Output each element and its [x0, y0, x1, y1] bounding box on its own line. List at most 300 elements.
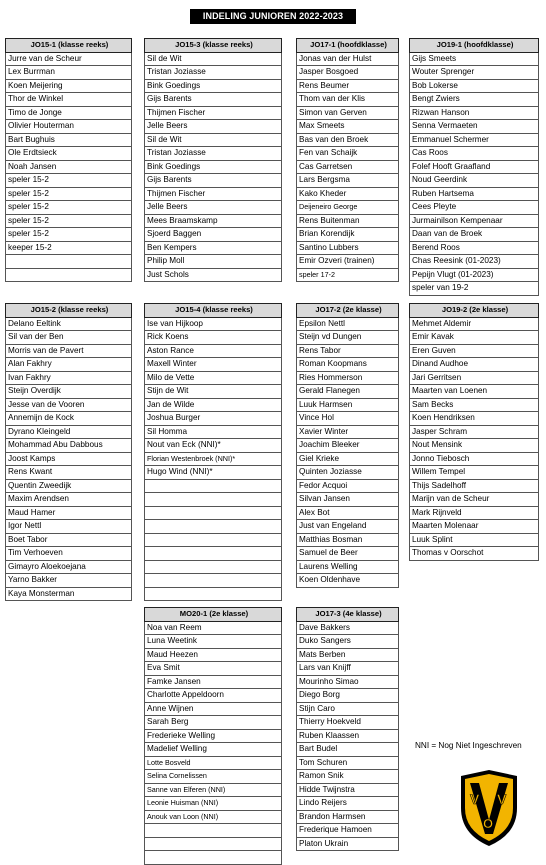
- player-name: Koen Hendriksen: [410, 412, 539, 426]
- table-row: [297, 439, 399, 453]
- table-row: [145, 79, 282, 93]
- player-name: [145, 587, 282, 601]
- table-row: [145, 689, 282, 703]
- table-row: [6, 52, 132, 66]
- player-name: [145, 824, 282, 838]
- player-name: Ries Hommerson: [297, 371, 399, 385]
- player-name: Silvan Jansen: [297, 493, 399, 507]
- table-row: [145, 358, 282, 372]
- table-row: [6, 93, 132, 107]
- player-name: Ise van Hijkoop: [145, 317, 282, 331]
- player-name: Fedor Acquoi: [297, 479, 399, 493]
- table-row: [297, 201, 399, 215]
- player-name: Marijn van de Scheur: [410, 493, 539, 507]
- player-name: Sil van der Ben: [6, 331, 132, 345]
- player-name: Gijs Barents: [145, 93, 282, 107]
- player-name: speler 15-2: [6, 174, 132, 188]
- player-name: Maud Heezen: [145, 648, 282, 662]
- player-name: Diego Borg: [297, 689, 399, 703]
- table-row: [6, 587, 132, 601]
- player-name: Mourinho Simao: [297, 675, 399, 689]
- player-name: Vince Hol: [297, 412, 399, 426]
- player-name: Aston Rance: [145, 344, 282, 358]
- table-row: [297, 493, 399, 507]
- player-name: Tom Schuren: [297, 756, 399, 770]
- player-name: Emir Ozveri (trainen): [297, 255, 399, 269]
- table-row: [145, 201, 282, 215]
- player-name: Tim Verhoeven: [6, 547, 132, 561]
- table-row: [145, 344, 282, 358]
- player-name: Thomas v Oorschot: [410, 547, 539, 561]
- table-row: [145, 756, 282, 770]
- player-name: Gimayro Aloekoejana: [6, 560, 132, 574]
- player-name: Simon van Gerven: [297, 106, 399, 120]
- table-row: [145, 574, 282, 588]
- table-row: [6, 466, 132, 480]
- table-row: [6, 358, 132, 372]
- player-name: Thom van der Klis: [297, 93, 399, 107]
- player-name: Koen Oldenhave: [297, 574, 399, 588]
- table-row: [297, 783, 399, 797]
- player-name: Rens Buitenman: [297, 214, 399, 228]
- player-name: Yarno Bakker: [6, 574, 132, 588]
- table-row: [410, 174, 539, 188]
- table-row: [297, 702, 399, 716]
- player-name: Jari Gerritsen: [410, 371, 539, 385]
- player-name: Delano Eeltink: [6, 317, 132, 331]
- table-row: [145, 187, 282, 201]
- table-row: [297, 412, 399, 426]
- player-name: Stijn Caro: [297, 702, 399, 716]
- player-name: Bart Budel: [297, 743, 399, 757]
- team-header: JO15-1 (klasse reeks): [6, 39, 132, 53]
- player-name: Rens Beumer: [297, 79, 399, 93]
- table-row: [145, 506, 282, 520]
- table-row: [145, 810, 282, 824]
- team-table-jo15-4: [144, 303, 282, 601]
- table-row: [297, 770, 399, 784]
- table-row: [410, 506, 539, 520]
- player-name: [145, 547, 282, 561]
- table-row: [297, 344, 399, 358]
- roster-table: [5, 38, 132, 282]
- table-row: [145, 520, 282, 534]
- table-row: [297, 533, 399, 547]
- table-row: [297, 66, 399, 80]
- player-name: Epsilon Nettl: [297, 317, 399, 331]
- player-name: Jelle Beers: [145, 201, 282, 215]
- player-name: [145, 533, 282, 547]
- player-name: speler 15-2: [6, 214, 132, 228]
- player-name: [145, 560, 282, 574]
- player-name: Joshua Burger: [145, 412, 282, 426]
- player-name: Olivier Houterman: [6, 120, 132, 134]
- player-name: Frederique Hamoen: [297, 824, 399, 838]
- player-name: Gijs Smeets: [410, 52, 539, 66]
- team-header: JO19-2 (2e klasse): [410, 304, 539, 318]
- table-row: [6, 214, 132, 228]
- team-header: JO15-3 (klasse reeks): [145, 39, 282, 53]
- table-row: [410, 133, 539, 147]
- player-name: Lars Bergsma: [297, 174, 399, 188]
- player-name: Alex Bot: [297, 506, 399, 520]
- player-name: Bink Goedings: [145, 160, 282, 174]
- table-row: [410, 479, 539, 493]
- roster-table: [144, 303, 282, 601]
- player-name: Anne Wijnen: [145, 702, 282, 716]
- table-row: [6, 201, 132, 215]
- player-name: Samuel de Beer: [297, 547, 399, 561]
- table-row: [145, 783, 282, 797]
- table-row: [297, 358, 399, 372]
- table-row: [297, 106, 399, 120]
- player-name: Ruben Klaassen: [297, 729, 399, 743]
- player-name: Tristan Joziasse: [145, 147, 282, 161]
- table-row: [6, 398, 132, 412]
- player-name: Matthias Bosman: [297, 533, 399, 547]
- player-name: Emir Kavak: [410, 331, 539, 345]
- player-name: speler van 19-2: [410, 282, 539, 296]
- table-row: [297, 268, 399, 282]
- player-name: Bink Goedings: [145, 79, 282, 93]
- table-row: [297, 52, 399, 66]
- table-row: [145, 371, 282, 385]
- table-row: [145, 93, 282, 107]
- team-header: JO17-1 (hoofdklasse): [297, 39, 399, 53]
- player-name: Eva Smit: [145, 662, 282, 676]
- table-row: [410, 493, 539, 507]
- table-row: [410, 533, 539, 547]
- roster-table: [296, 38, 399, 282]
- table-row: [297, 120, 399, 134]
- player-name: Brandon Harmsen: [297, 810, 399, 824]
- player-name: Jurre van de Scheur: [6, 52, 132, 66]
- table-row: [410, 547, 539, 561]
- table-row: [145, 729, 282, 743]
- table-row: [297, 371, 399, 385]
- table-row: [145, 331, 282, 345]
- table-row: [145, 675, 282, 689]
- player-name: Hidde Twijnstra: [297, 783, 399, 797]
- player-name: Mark Rijnveld: [410, 506, 539, 520]
- table-row: [6, 547, 132, 561]
- player-name: Lars van Knijff: [297, 662, 399, 676]
- table-row: [410, 241, 539, 255]
- player-name: Jonno Tiebosch: [410, 452, 539, 466]
- player-name: Cas Roos: [410, 147, 539, 161]
- player-name: Thierry Hoekveld: [297, 716, 399, 730]
- player-name: Cees Pleyte: [410, 201, 539, 215]
- table-row: [410, 79, 539, 93]
- team-header: JO15-4 (klasse reeks): [145, 304, 282, 318]
- table-row: [145, 533, 282, 547]
- table-row: [297, 331, 399, 345]
- table-row: [297, 228, 399, 242]
- player-name: Timo de Jonge: [6, 106, 132, 120]
- roster-table: [144, 607, 282, 865]
- table-row: [410, 398, 539, 412]
- table-row: [410, 371, 539, 385]
- roster-table: [409, 38, 539, 296]
- table-row: [145, 66, 282, 80]
- player-name: Steijn Overdijk: [6, 385, 132, 399]
- table-row: [410, 439, 539, 453]
- table-row: [410, 187, 539, 201]
- table-row: [145, 160, 282, 174]
- player-name: Florian Westenbroek (NNI)*: [145, 452, 282, 466]
- table-row: [297, 214, 399, 228]
- table-row: [6, 385, 132, 399]
- player-name: Rens Kwant: [6, 466, 132, 480]
- table-row: [297, 662, 399, 676]
- player-name: Kako Kheder: [297, 187, 399, 201]
- table-row: [145, 702, 282, 716]
- player-name: Maud Hamer: [6, 506, 132, 520]
- player-name: Noa van Reem: [145, 621, 282, 635]
- table-row: [145, 268, 282, 282]
- table-row: [145, 621, 282, 635]
- table-row: [145, 770, 282, 784]
- team-header: JO15-2 (klasse reeks): [6, 304, 132, 318]
- table-row: [297, 506, 399, 520]
- table-row: [410, 268, 539, 282]
- player-name: Thijs Sadelhoff: [410, 479, 539, 493]
- player-name: Dyrano Kleingeld: [6, 425, 132, 439]
- roster-table: [296, 607, 399, 851]
- table-row: [145, 479, 282, 493]
- table-row: [410, 282, 539, 296]
- player-name: Koen Meijering: [6, 79, 132, 93]
- table-row: [410, 214, 539, 228]
- player-name: Hugo Wind (NNI)*: [145, 466, 282, 480]
- player-name: Luuk Harmsen: [297, 398, 399, 412]
- table-row: [145, 547, 282, 561]
- player-name: Jonas van der Hulst: [297, 52, 399, 66]
- player-name: Igor Nettl: [6, 520, 132, 534]
- table-row: [6, 412, 132, 426]
- table-row: [145, 255, 282, 269]
- table-row: [410, 344, 539, 358]
- team-table-jo15-2: [5, 303, 132, 601]
- player-name: Jasper Bosgoed: [297, 66, 399, 80]
- player-name: Annemijn de Kock: [6, 412, 132, 426]
- table-row: [297, 837, 399, 851]
- table-row: [145, 385, 282, 399]
- table-row: [297, 398, 399, 412]
- table-row: [297, 560, 399, 574]
- table-row: [145, 317, 282, 331]
- player-name: Folef Hooft Graafland: [410, 160, 539, 174]
- table-row: [6, 241, 132, 255]
- table-row: [6, 317, 132, 331]
- table-row: [145, 120, 282, 134]
- table-row: [297, 160, 399, 174]
- player-name: Wouter Sprenger: [410, 66, 539, 80]
- player-name: Brian Korendijk: [297, 228, 399, 242]
- table-row: [145, 133, 282, 147]
- player-name: Sil de Wit: [145, 52, 282, 66]
- player-name: Daan van de Broek: [410, 228, 539, 242]
- table-row: [145, 439, 282, 453]
- table-row: [297, 635, 399, 649]
- player-name: [145, 851, 282, 865]
- player-name: Lindo Reijers: [297, 797, 399, 811]
- team-table-jo17-3: [296, 607, 399, 851]
- table-row: [410, 331, 539, 345]
- table-row: [410, 201, 539, 215]
- table-row: [6, 66, 132, 80]
- table-row: [297, 797, 399, 811]
- player-name: speler 15-2: [6, 228, 132, 242]
- player-name: Just Schols: [145, 268, 282, 282]
- table-row: [6, 533, 132, 547]
- table-row: [6, 106, 132, 120]
- table-row: [145, 662, 282, 676]
- svg-text:V: V: [470, 791, 480, 807]
- player-name: Rick Koens: [145, 331, 282, 345]
- table-row: [410, 255, 539, 269]
- player-name: Thor de Winkel: [6, 93, 132, 107]
- player-name: Madelief Welling: [145, 743, 282, 757]
- table-row: [297, 241, 399, 255]
- player-name: Luna Weetink: [145, 635, 282, 649]
- table-row: [410, 93, 539, 107]
- player-name: Jasper Schram: [410, 425, 539, 439]
- player-name: Nout van Eck (NNI)*: [145, 439, 282, 453]
- table-row: [145, 743, 282, 757]
- table-row: [145, 425, 282, 439]
- player-name: Sil de Wit: [145, 133, 282, 147]
- table-row: [297, 621, 399, 635]
- player-name: Mehmet Aldemir: [410, 317, 539, 331]
- player-name: Max Smeets: [297, 120, 399, 134]
- table-row: [410, 228, 539, 242]
- nni-legend-note: NNI = Nog Niet Ingeschreven: [415, 741, 522, 750]
- player-name: Roman Koopmans: [297, 358, 399, 372]
- player-name: Joost Kamps: [6, 452, 132, 466]
- player-name: Luuk Splint: [410, 533, 539, 547]
- table-row: [410, 160, 539, 174]
- player-name: [145, 837, 282, 851]
- table-row: [6, 344, 132, 358]
- player-name: [6, 255, 132, 269]
- player-name: Kaya Monsterman: [6, 587, 132, 601]
- table-row: [145, 716, 282, 730]
- table-row: [145, 452, 282, 466]
- table-row: [145, 398, 282, 412]
- table-row: [410, 147, 539, 161]
- player-name: speler 15-2: [6, 201, 132, 215]
- table-row: [6, 574, 132, 588]
- table-row: [6, 452, 132, 466]
- player-name: Joachim Bleeker: [297, 439, 399, 453]
- player-name: Rens Tabor: [297, 344, 399, 358]
- table-row: [410, 466, 539, 480]
- player-name: Thijmen Fischer: [145, 106, 282, 120]
- player-name: Maxell Winter: [145, 358, 282, 372]
- player-name: Sil Homma: [145, 425, 282, 439]
- player-name: Sam Becks: [410, 398, 539, 412]
- player-name: Charlotte Appeldoorn: [145, 689, 282, 703]
- team-table-jo17-2: [296, 303, 399, 588]
- table-row: [297, 255, 399, 269]
- team-header: MO20-1 (2e klasse): [145, 608, 282, 622]
- table-row: [6, 255, 132, 269]
- team-table-jo15-3: [144, 38, 282, 282]
- table-row: [6, 120, 132, 134]
- player-name: Anouk van Loon (NNI): [145, 810, 282, 824]
- table-row: [145, 837, 282, 851]
- player-name: Noah Jansen: [6, 160, 132, 174]
- player-name: Bengt Zwiers: [410, 93, 539, 107]
- player-name: Jan de Wilde: [145, 398, 282, 412]
- player-name: [145, 506, 282, 520]
- team-table-jo15-1: [5, 38, 132, 282]
- player-name: Famke Jansen: [145, 675, 282, 689]
- table-row: [145, 560, 282, 574]
- player-name: Berend Roos: [410, 241, 539, 255]
- player-name: Leonie Huisman (NNI): [145, 797, 282, 811]
- table-row: [297, 147, 399, 161]
- table-row: [6, 506, 132, 520]
- player-name: Duko Sangers: [297, 635, 399, 649]
- player-name: Rizwan Hanson: [410, 106, 539, 120]
- player-name: Jesse van de Vooren: [6, 398, 132, 412]
- table-row: [145, 635, 282, 649]
- table-row: [145, 412, 282, 426]
- table-row: [145, 147, 282, 161]
- player-name: Frederieke Welling: [145, 729, 282, 743]
- table-row: [297, 317, 399, 331]
- table-row: [297, 716, 399, 730]
- player-name: Ivan Fakhry: [6, 371, 132, 385]
- player-name: Just van Engeland: [297, 520, 399, 534]
- table-row: [297, 574, 399, 588]
- player-name: Lotte Bosveld: [145, 756, 282, 770]
- table-row: [297, 187, 399, 201]
- player-name: [6, 268, 132, 282]
- table-row: [297, 385, 399, 399]
- player-name: Mats Berben: [297, 648, 399, 662]
- table-row: [410, 425, 539, 439]
- table-row: [145, 587, 282, 601]
- table-row: [6, 560, 132, 574]
- player-name: Philip Moll: [145, 255, 282, 269]
- table-row: [410, 120, 539, 134]
- table-row: [145, 797, 282, 811]
- table-row: [6, 425, 132, 439]
- player-name: Ruben Hartsema: [410, 187, 539, 201]
- roster-table: [5, 303, 132, 601]
- team-header: JO17-3 (4e klasse): [297, 608, 399, 622]
- table-row: [410, 106, 539, 120]
- table-row: [6, 174, 132, 188]
- player-name: Jurmainilson Kempenaar: [410, 214, 539, 228]
- player-name: Cas Garretsen: [297, 160, 399, 174]
- player-name: Gijs Barents: [145, 174, 282, 188]
- player-name: Morris van de Pavert: [6, 344, 132, 358]
- team-header: JO17-2 (2e klasse): [297, 304, 399, 318]
- table-row: [145, 174, 282, 188]
- table-row: [6, 371, 132, 385]
- player-name: [145, 493, 282, 507]
- player-name: Chas Reesink (01-2023): [410, 255, 539, 269]
- table-row: [145, 52, 282, 66]
- club-logo: [457, 768, 521, 848]
- player-name: Sarah Berg: [145, 716, 282, 730]
- table-row: [297, 824, 399, 838]
- player-name: Gerald Flanegen: [297, 385, 399, 399]
